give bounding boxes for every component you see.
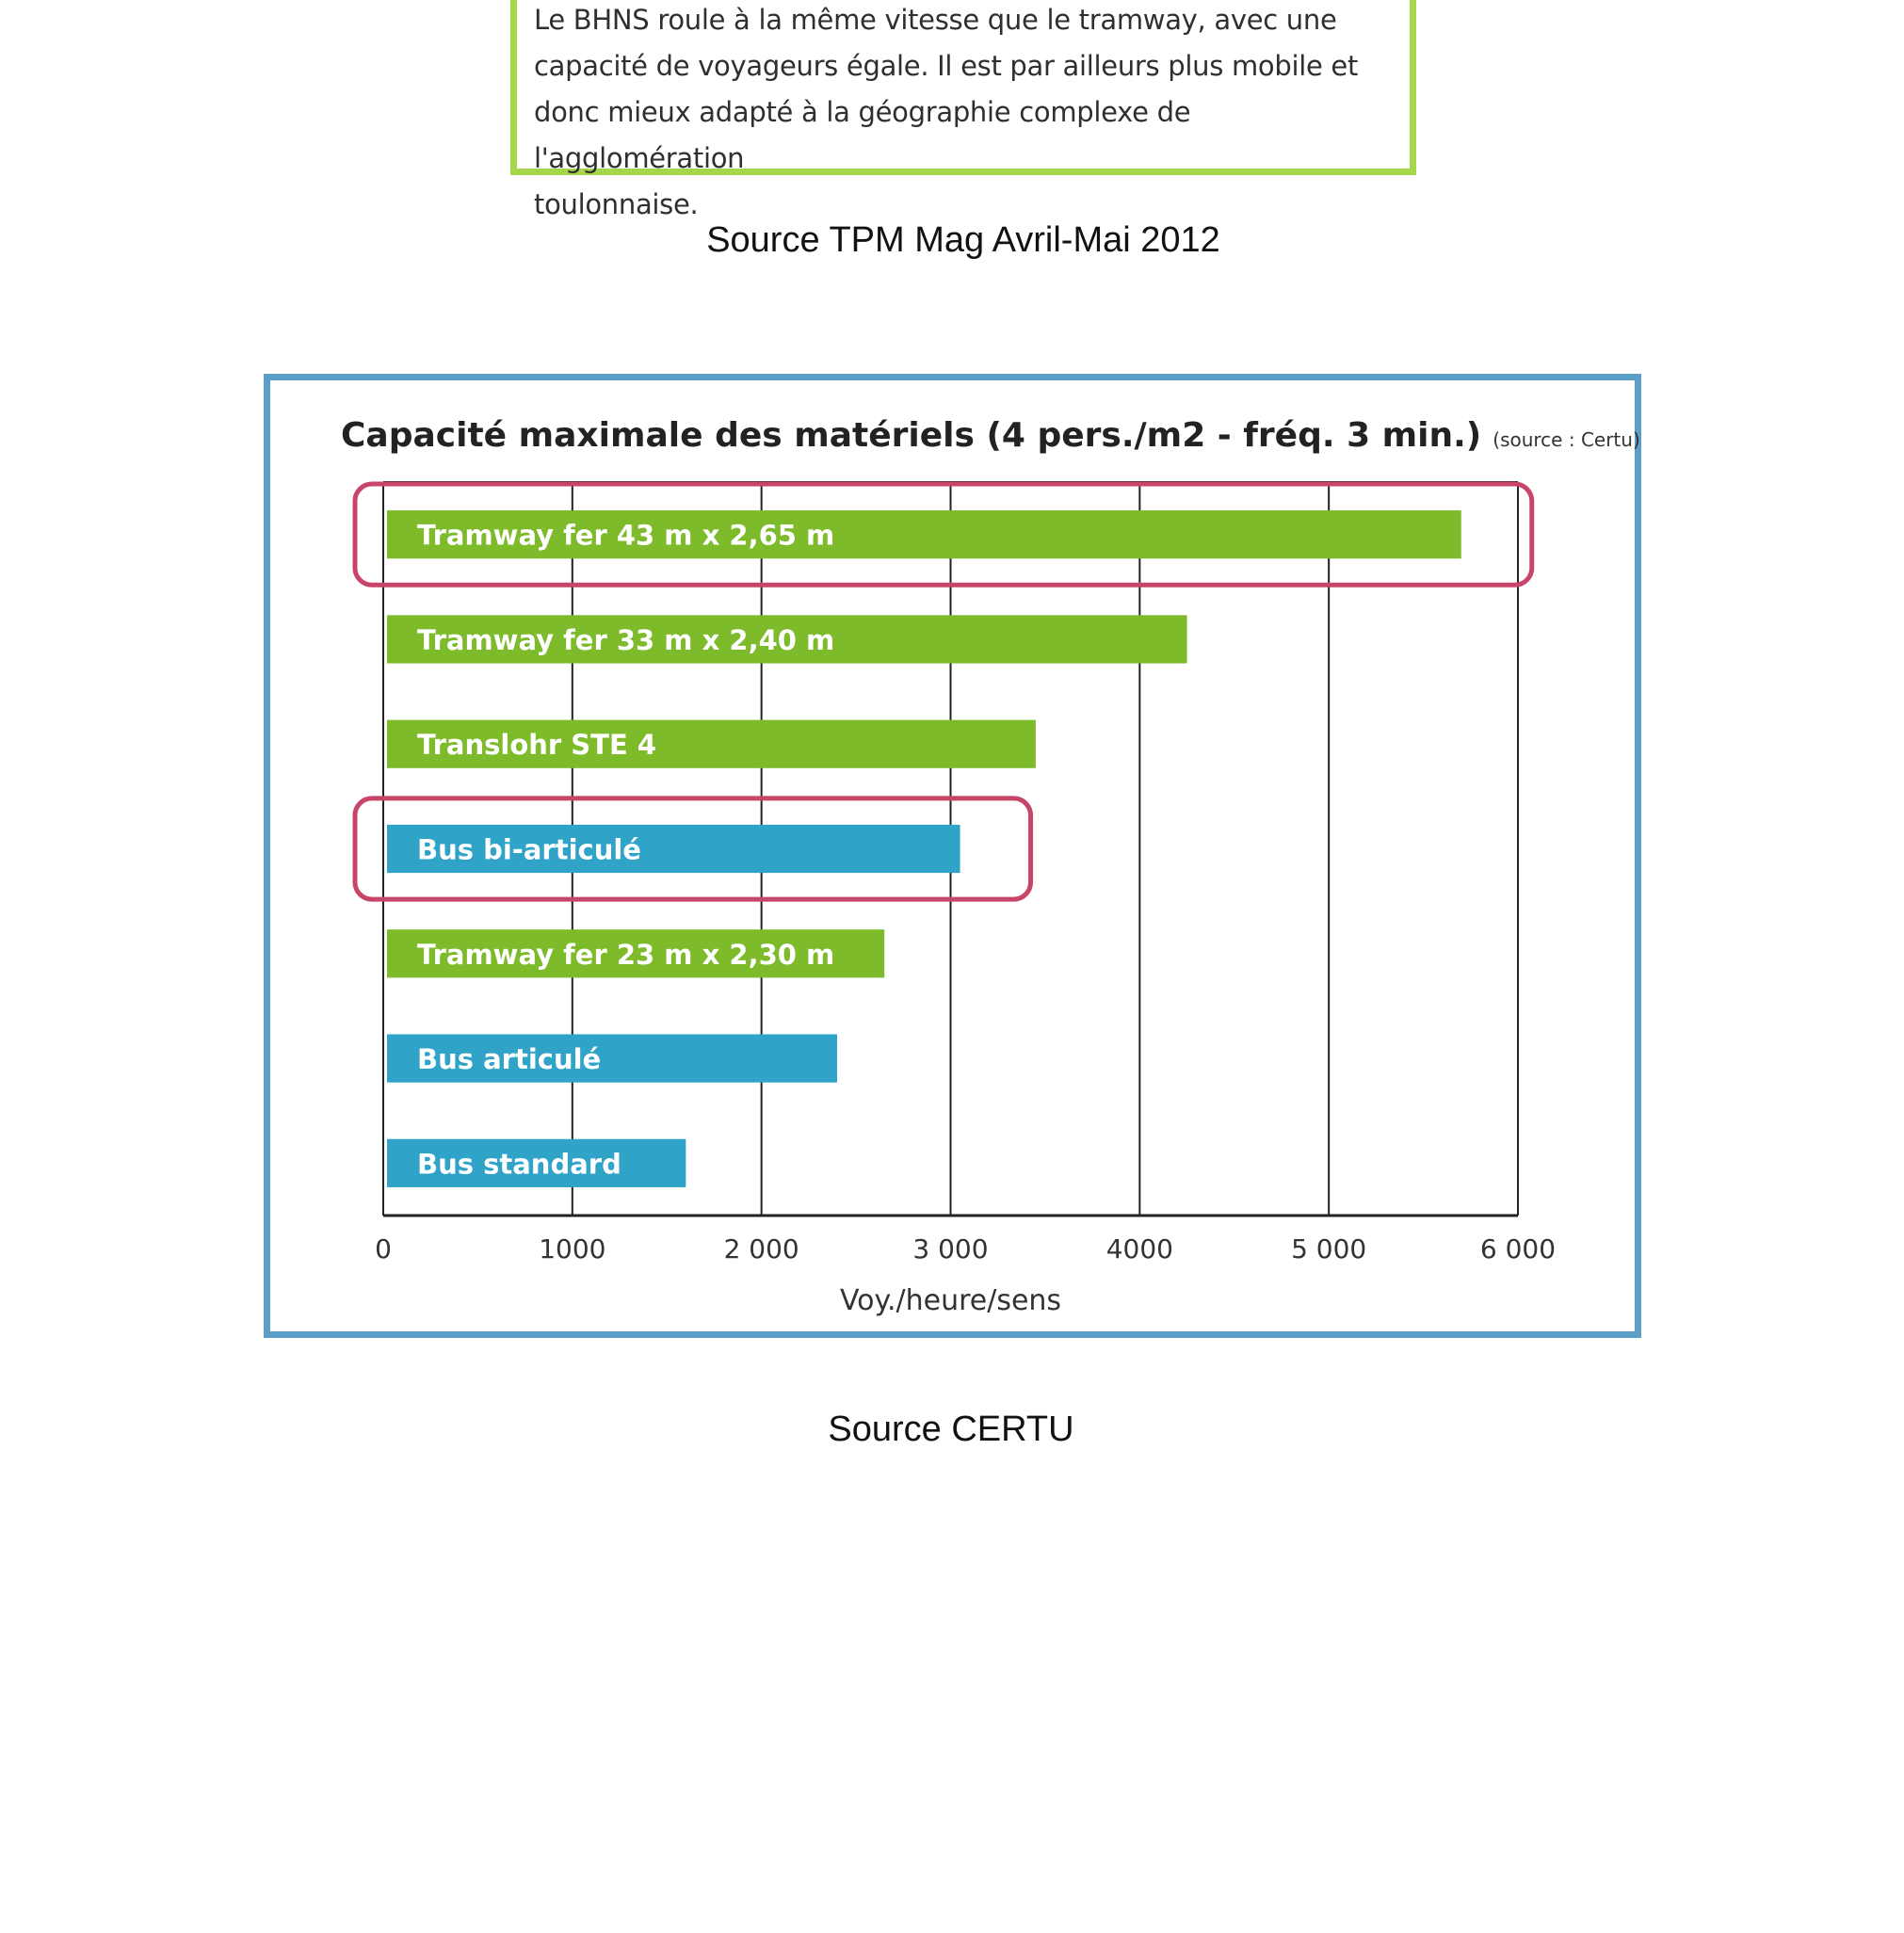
capacity-bar-chart — [270, 380, 1635, 1331]
x-axis-label: Voy./heure/sens — [839, 1284, 1062, 1317]
x-tick-label: 3 000 — [912, 1233, 989, 1265]
x-tick-label: 5 000 — [1291, 1233, 1367, 1265]
bar-label: Tramway fer 43 m x 2,65 m — [417, 519, 835, 552]
chart-frame — [264, 374, 1641, 1338]
bar-label: Translohr STE 4 — [417, 729, 657, 762]
quote-text — [534, 0, 1400, 228]
x-tick-label: 2 000 — [723, 1233, 799, 1265]
source-certu-caption: Source CERTU — [828, 1409, 1074, 1449]
quote-line: donc mieux adapté à la géographie complexe de l'agglomération — [534, 96, 1191, 174]
chart-title-text: Capacité maximale des matériels (4 pers./m2 - fréq. 3 min.) — [341, 416, 1482, 455]
chart-title-source: (source : Certu) — [1493, 428, 1640, 451]
source-tpm-caption: Source TPM Mag Avril-Mai 2012 — [706, 220, 1220, 260]
bar-label: Bus articulé — [417, 1043, 602, 1076]
bar-label: Tramway fer 23 m x 2,30 m — [417, 938, 835, 971]
bar-label: Tramway fer 33 m x 2,40 m — [417, 623, 835, 656]
quote-line: toulonnaise. — [534, 188, 699, 220]
bar-label: Bus bi-articulé — [417, 833, 641, 866]
x-tick-label: 1000 — [539, 1233, 606, 1265]
x-tick-label: 0 — [375, 1233, 392, 1265]
quote-line: capacité de voyageurs égale. Il est par ailleurs plus mobile et — [534, 50, 1359, 82]
quote-line: Le BHNS roule à la même vitesse que le tramway, avec une — [534, 4, 1337, 36]
quote-box — [510, 0, 1416, 220]
x-tick-label: 6 000 — [1479, 1233, 1557, 1265]
bar-label: Bus standard — [417, 1148, 621, 1181]
x-tick-label: 4000 — [1105, 1233, 1173, 1265]
